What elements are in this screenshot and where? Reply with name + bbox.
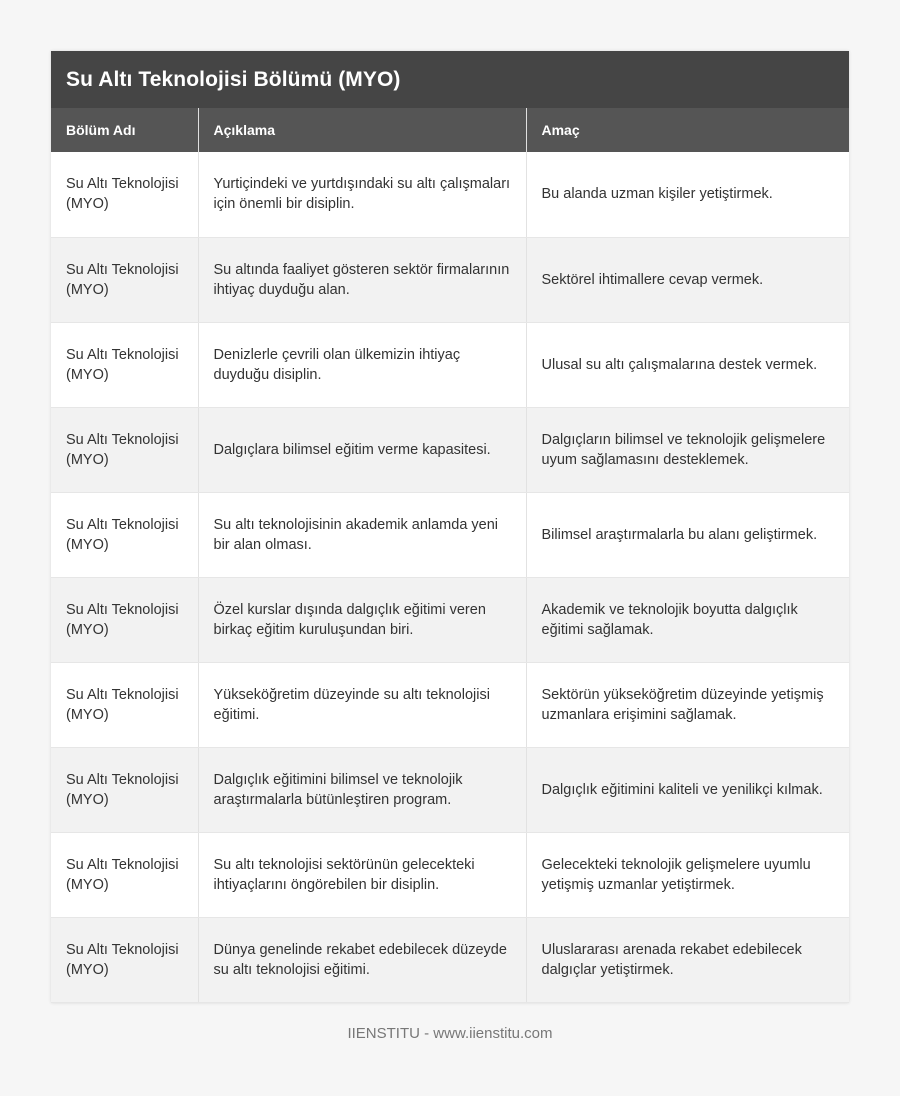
cell-bolum-adi: Su Altı Teknolojisi (MYO) [51, 492, 198, 577]
cell-aciklama: Dalgıçlık eğitimini bilimsel ve teknolojik araştırmalarla bütünleştiren program. [198, 747, 526, 832]
cell-amac: Dalgıçların bilimsel ve teknolojik gelişmelere uyum sağlamasını desteklemek. [526, 407, 849, 492]
table-row [51, 917, 849, 1002]
cell-amac: Sektörel ihtimallere cevap vermek. [526, 237, 849, 322]
cell-amac: Bilimsel araştırmalarla bu alanı geliştirmek. [526, 492, 849, 577]
cell-amac: Ulusal su altı çalışmalarına destek vermek. [526, 322, 849, 407]
data-table [51, 108, 849, 1003]
cell-aciklama: Su altında faaliyet gösteren sektör firmalarının ihtiyaç duyduğu alan. [198, 237, 526, 322]
table-title: Su Altı Teknolojisi Bölümü (MYO) [51, 51, 849, 108]
cell-aciklama: Su altı teknolojisi sektörünün gelecekteki ihtiyaçlarını öngörebilen bir disiplin. [198, 832, 526, 917]
cell-aciklama: Yükseköğretim düzeyinde su altı teknolojisi eğitimi. [198, 662, 526, 747]
table-row [51, 747, 849, 832]
cell-bolum-adi: Su Altı Teknolojisi (MYO) [51, 407, 198, 492]
table-card [51, 51, 849, 1003]
cell-bolum-adi: Su Altı Teknolojisi (MYO) [51, 322, 198, 407]
cell-bolum-adi: Su Altı Teknolojisi (MYO) [51, 152, 198, 237]
table-row [51, 832, 849, 917]
table-body [51, 152, 849, 1002]
cell-bolum-adi: Su Altı Teknolojisi (MYO) [51, 917, 198, 1002]
table-row [51, 492, 849, 577]
cell-bolum-adi: Su Altı Teknolojisi (MYO) [51, 237, 198, 322]
cell-amac: Bu alanda uzman kişiler yetiştirmek. [526, 152, 849, 237]
cell-aciklama: Dalgıçlara bilimsel eğitim verme kapasitesi. [198, 407, 526, 492]
cell-bolum-adi: Su Altı Teknolojisi (MYO) [51, 577, 198, 662]
cell-aciklama: Denizlerle çevrili olan ülkemizin ihtiyaç duyduğu disiplin. [198, 322, 526, 407]
cell-amac: Gelecekteki teknolojik gelişmelere uyumlu yetişmiş uzmanlar yetiştirmek. [526, 832, 849, 917]
column-header-aciklama: Açıklama [198, 108, 526, 152]
table-row [51, 577, 849, 662]
table-row [51, 152, 849, 237]
cell-amac: Dalgıçlık eğitimini kaliteli ve yenilikçi kılmak. [526, 747, 849, 832]
table-row [51, 407, 849, 492]
cell-bolum-adi: Su Altı Teknolojisi (MYO) [51, 832, 198, 917]
cell-aciklama: Özel kurslar dışında dalgıçlık eğitimi veren birkaç eğitim kuruluşundan biri. [198, 577, 526, 662]
table-row [51, 662, 849, 747]
cell-amac: Uluslararası arenada rekabet edebilecek dalgıçlar yetiştirmek. [526, 917, 849, 1002]
header-row [51, 108, 849, 152]
table-row [51, 237, 849, 322]
cell-bolum-adi: Su Altı Teknolojisi (MYO) [51, 662, 198, 747]
footer-credit: IIENSTITU - www.iienstitu.com [347, 1025, 553, 1042]
table-row [51, 322, 849, 407]
cell-amac: Akademik ve teknolojik boyutta dalgıçlık eğitimi sağlamak. [526, 577, 849, 662]
column-header-bolum-adi: Bölüm Adı [51, 108, 198, 152]
cell-aciklama: Su altı teknolojisinin akademik anlamda yeni bir alan olması. [198, 492, 526, 577]
cell-amac: Sektörün yükseköğretim düzeyinde yetişmiş uzmanlara erişimini sağlamak. [526, 662, 849, 747]
cell-aciklama: Dünya genelinde rekabet edebilecek düzeyde su altı teknolojisi eğitimi. [198, 917, 526, 1002]
cell-aciklama: Yurtiçindeki ve yurtdışındaki su altı çalışmaları için önemli bir disiplin. [198, 152, 526, 237]
cell-bolum-adi: Su Altı Teknolojisi (MYO) [51, 747, 198, 832]
column-header-amac: Amaç [526, 108, 849, 152]
